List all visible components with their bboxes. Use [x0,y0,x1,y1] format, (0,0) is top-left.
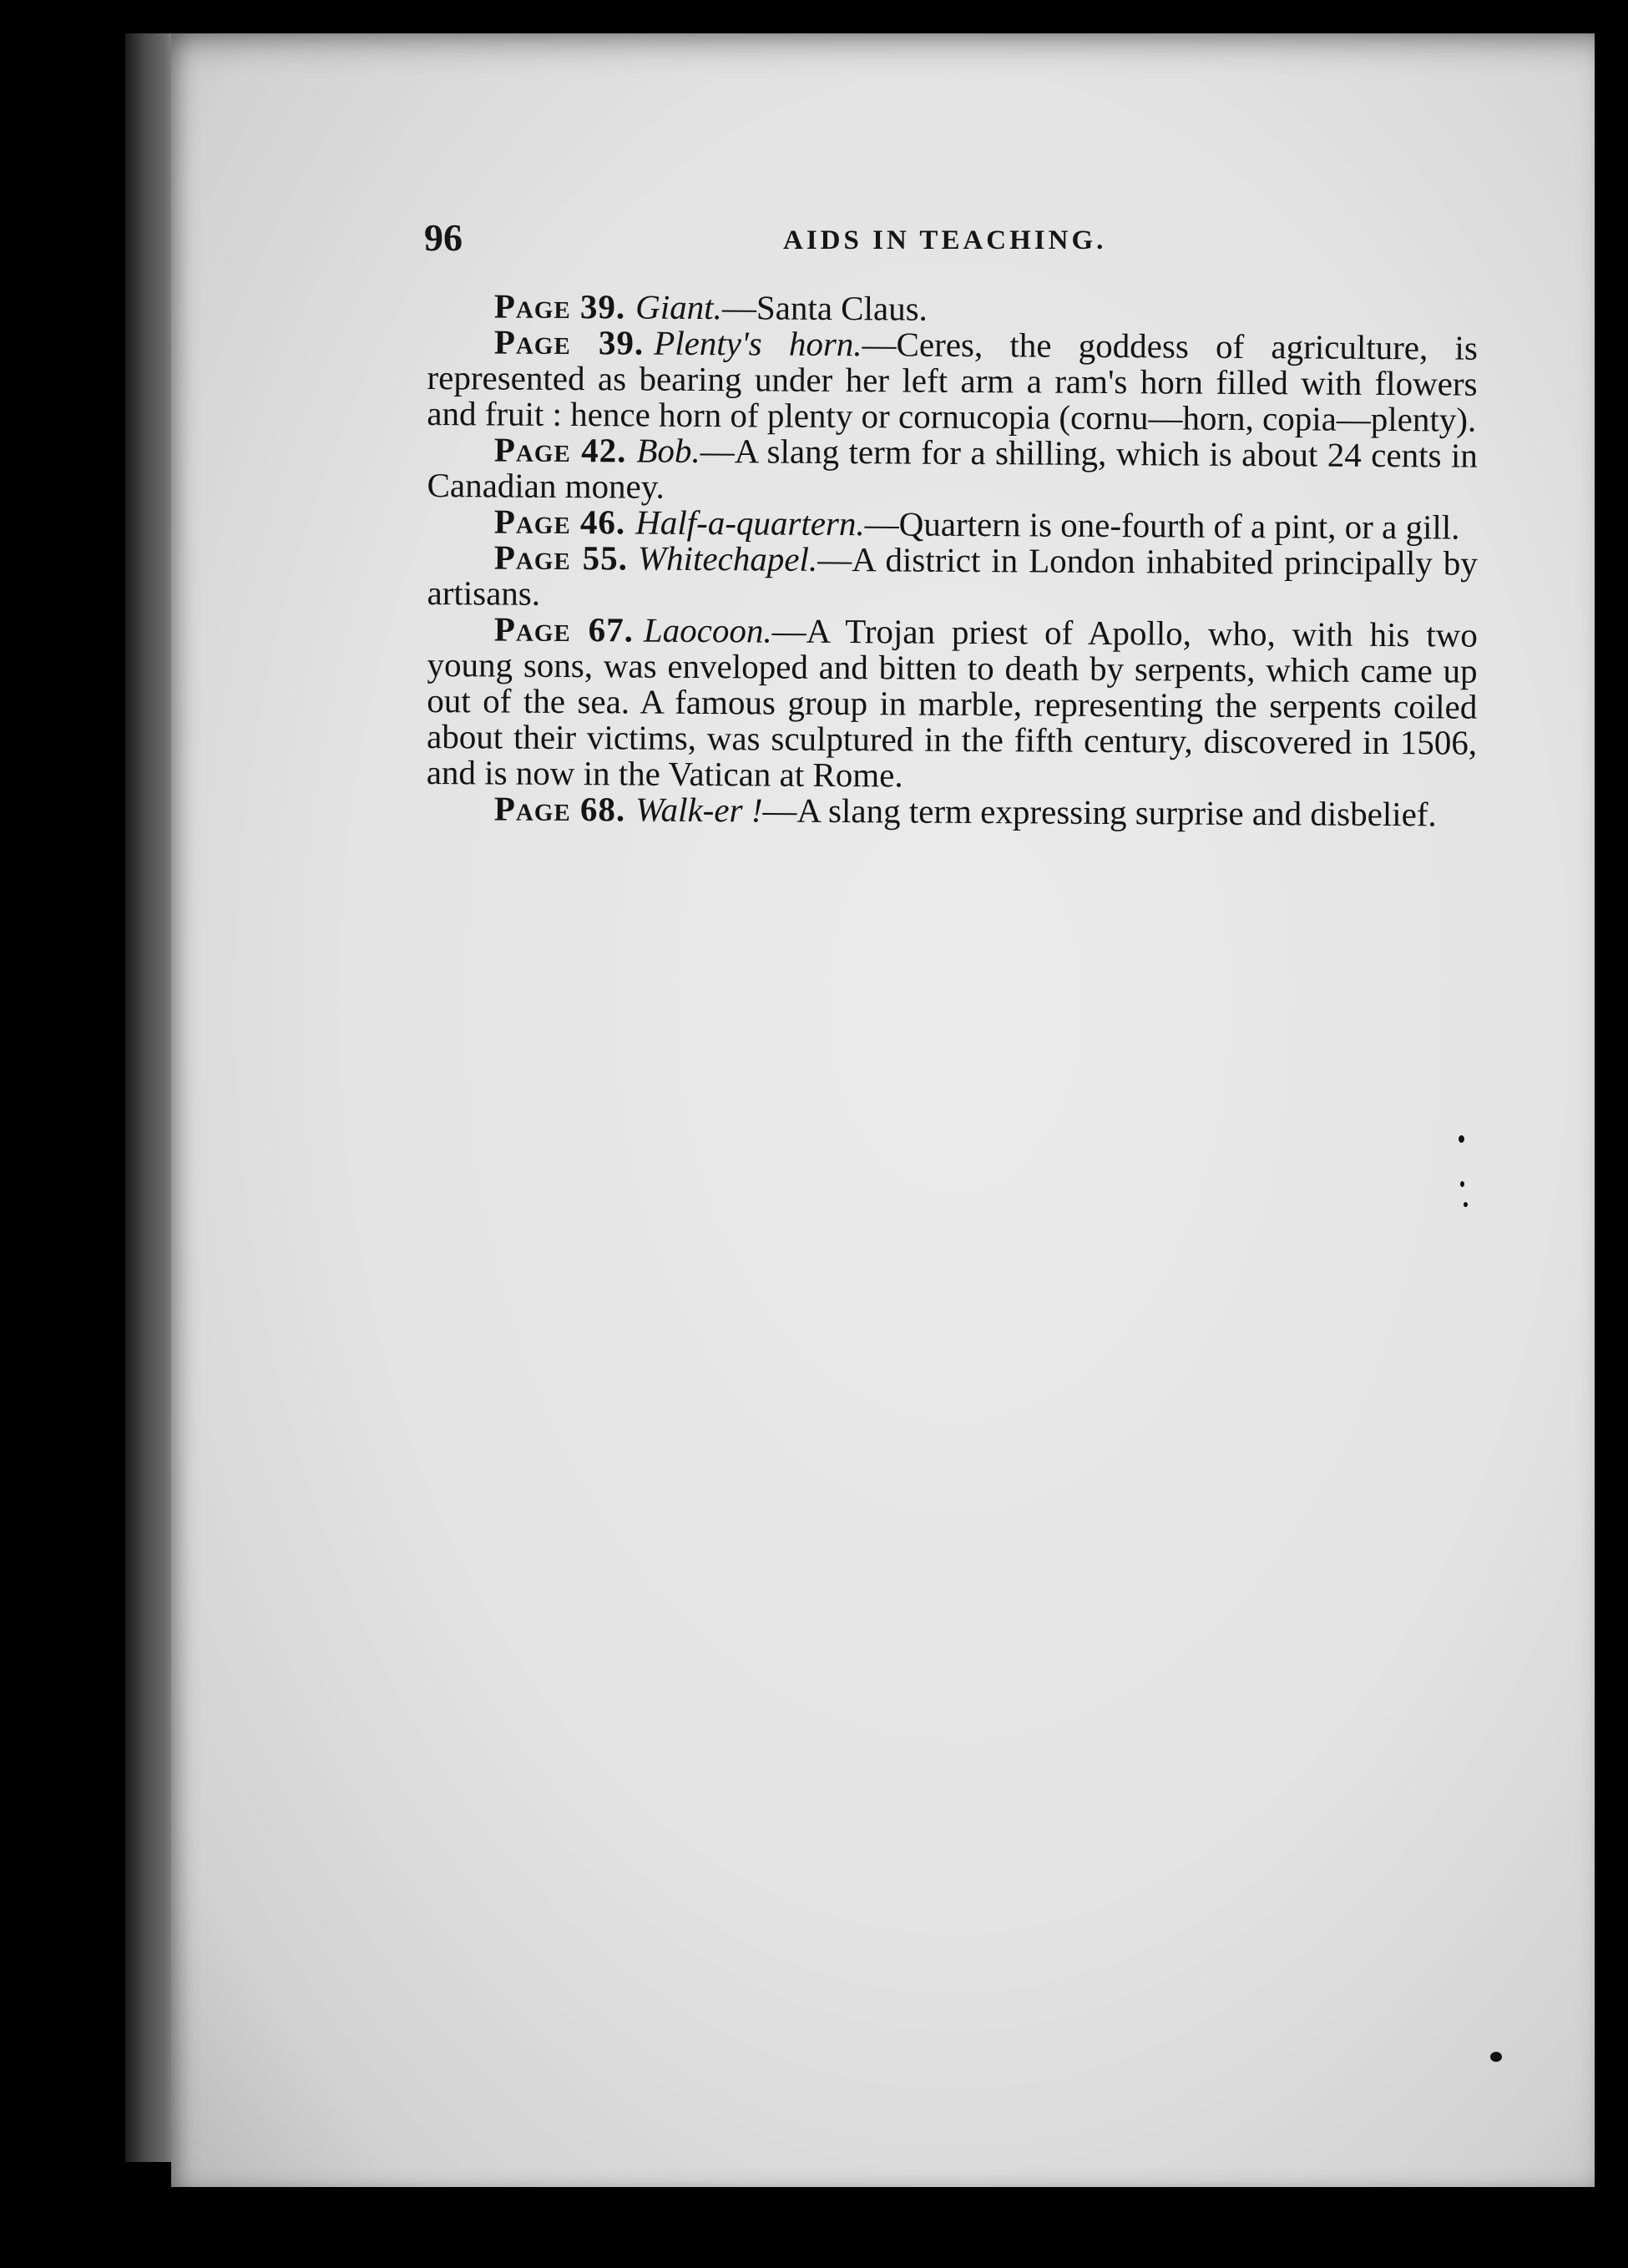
note-term: Walk-er ! [635,790,763,830]
note-entry [427,324,1478,438]
note-text: —A Trojan priest of Apollo, who, with his two young sons, was enveloped and bitten to death by serpents, which came up out of the sea. A famous group in marble, representing the serpents coiled about their victims, was sculptured in the fifth century, discovered in 1506, and is now in the Vatican at Rome. [426,611,1478,795]
note-term: Half-a-quartern. [635,503,865,543]
note-entry [427,611,1478,797]
ink-speck [1464,1202,1468,1207]
running-head: AIDS IN TEACHING. [783,225,1107,255]
ink-speck [1490,2052,1502,2062]
note-entry [427,432,1478,510]
ink-speck [1459,1135,1464,1143]
page-reference: Page 67. [493,609,635,649]
note-term: Whitechapel. [637,538,818,578]
note-text: —Quartern is one-fourth of a pint, or a gill. [864,504,1460,547]
note-text: —A slang term expressing surprise and disbelief. [762,791,1437,834]
note-term: Giant. [635,287,723,327]
page-reference: Page 39. [493,322,645,362]
book-spine-edge [125,33,175,2162]
page-reference: Page 46. [493,502,626,542]
page-reference: Page 42. [493,430,627,470]
ink-speck [1460,1181,1464,1187]
notes-text [426,286,1479,834]
note-text: —A slang term for a shilling, which is about 24 cents in Canadian money. [427,431,1478,506]
page-header [424,215,1493,265]
note-entry [427,539,1478,618]
note-text: —Santa Claus. [721,288,928,328]
note-term: Plenty's horn. [654,323,862,364]
page-reference: Page 39. [493,286,626,326]
note-text: —Ceres, the goddess of agriculture, is represented as bearing under her left arm a ram's horn filled with flowers and fruit : hence horn of plenty or cornucopia (cornu—horn, copia—plenty). [427,325,1479,439]
page-reference: Page 55. [493,538,629,578]
note-text: —A district in London inhabited principally by artisans. [427,539,1478,613]
page-number: 96 [424,216,463,259]
note-term: Laocoon. [643,610,772,650]
note-entry [427,791,1478,833]
page-reference: Page 68. [493,789,626,829]
note-term: Bob. [636,431,700,470]
